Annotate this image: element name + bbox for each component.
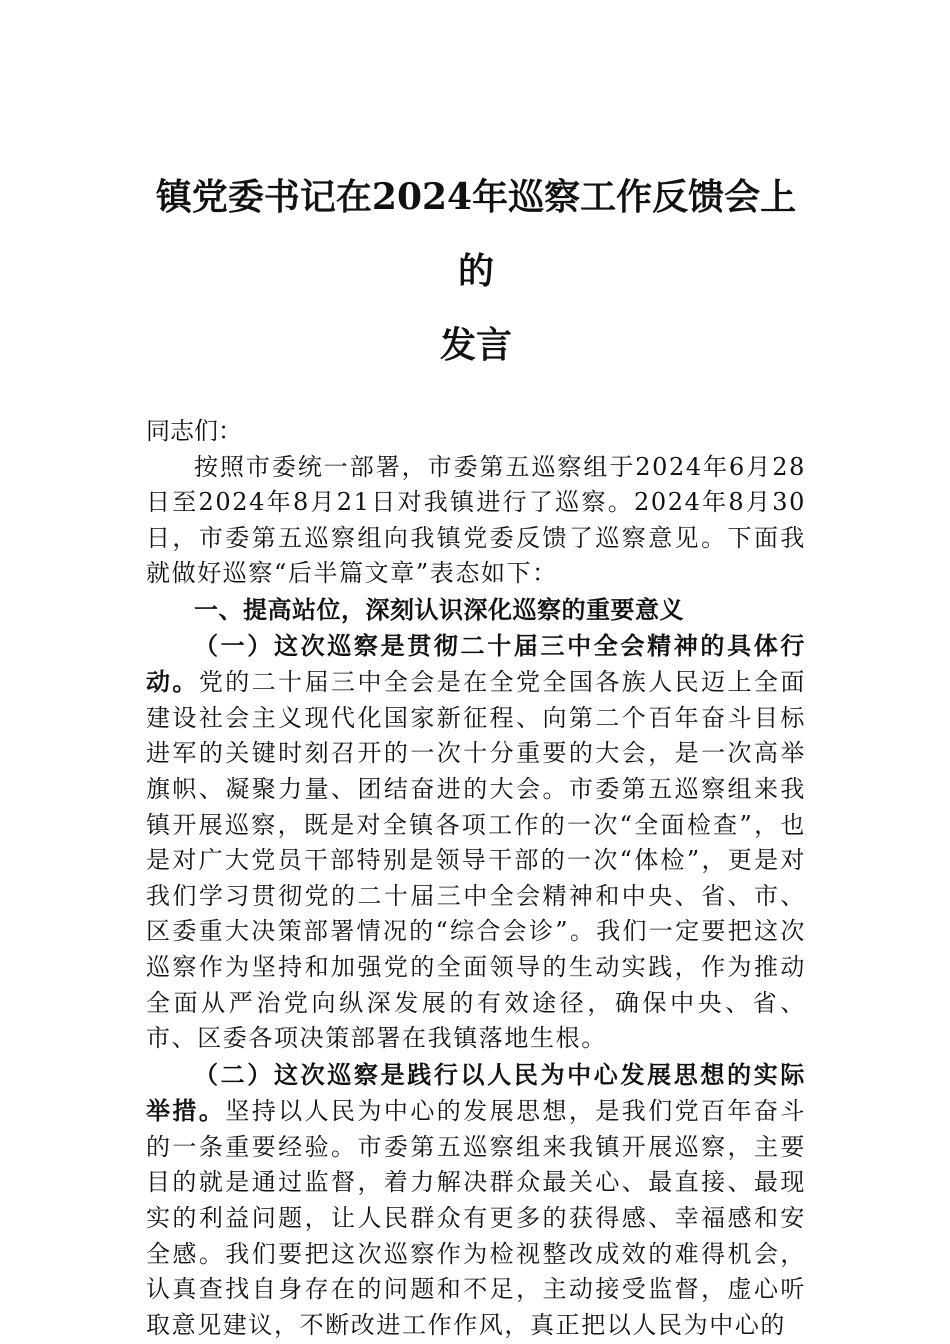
document-page xyxy=(146,0,806,1343)
paragraph-point-1 xyxy=(146,628,806,1057)
intro-paragraph: 按照市委统一部署，市委第五巡察组于2024年6月28日至2024年8月21日对我镇进行了巡察。2024年8月30日，市委第五巡察组向我镇党委反馈了巡察意见。下面我就做好巡察“后半篇文章”表态如下： xyxy=(146,452,806,588)
point-1-body: 党的二十届三中全会是在全党全国各族人民迈上全面建设社会主义现代化国家新征程、向第二个百年奋斗目标进军的关键时刻召开的一次十分重要的大会，是一次高举旗帜、凝聚力量、团结奋进的大会。市委第五巡察组来我镇开展巡察，既是对全镇各项工作的一次“全面检查”，也是对广大党员干部特别是领导干部的一次“体检”，更是对我们学习贯彻党的二十届三中全会精神和中央、省、市、区委重大决策部署情况的“综合会诊”。我们一定要把这次巡察作为坚持和加强党的全面领导的生动实践，作为推动全面从严治党向纵深发展的有效途径，确保中央、省、市、区委各项决策部署在我镇落地生根。 xyxy=(146,668,806,1053)
point-1-lead: （一）这次巡察是贯彻二十届三中全会精神的具体行动。 xyxy=(146,630,806,697)
title-line-2: 发言 xyxy=(439,324,512,366)
document-body xyxy=(146,414,806,1343)
point-2-body: 坚持以人民为中心的发展思想，是我们党百年奋斗的一条重要经验。市委第五巡察组来我镇开展巡察，主要目的就是通过监督，着力解决群众最关心、最直接、最现实的利益问题，让人民群众有更多的获得感、幸福感和安全感。我们要把这次巡察作为检视整改成效的难得机会，认真查找自身存在的问题和不足，主动接受监督，虚心听取意见建议，不断改进工作作风，真正把以人民为中心的 xyxy=(146,1097,806,1339)
section-heading-1: 一、提高站位，深刻认识深化巡察的重要意义 xyxy=(194,594,684,624)
document-title xyxy=(146,0,806,382)
point-2-lead: （二）这次巡察是践行以人民为中心发展思想的实际举措。 xyxy=(146,1059,806,1126)
salutation: 同志们： xyxy=(146,417,242,445)
title-line-1: 镇党委书记在2024年巡察工作反馈会上的 xyxy=(155,176,797,292)
paragraph-point-2 xyxy=(146,1057,806,1344)
